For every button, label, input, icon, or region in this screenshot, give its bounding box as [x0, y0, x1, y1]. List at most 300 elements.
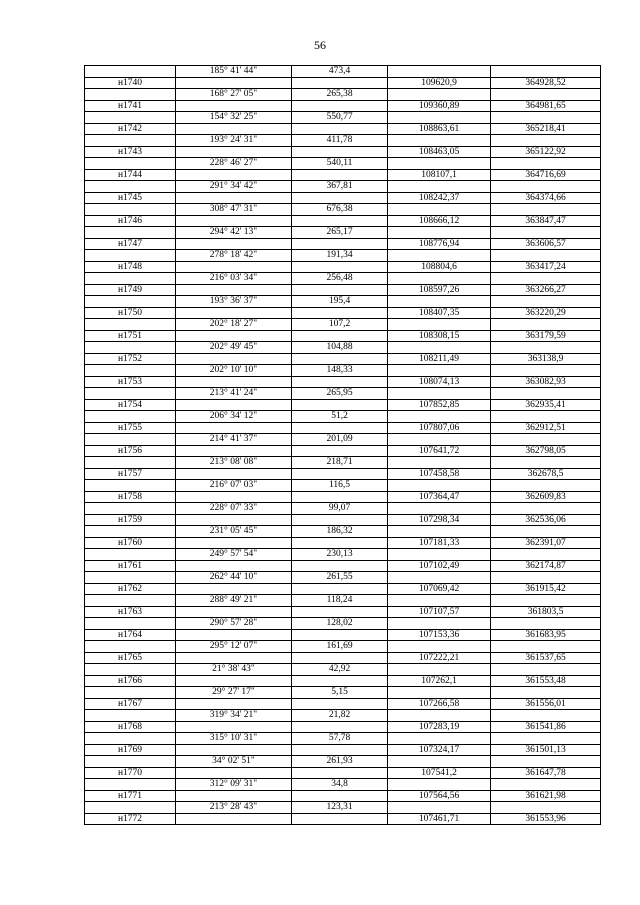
point-name-cell — [85, 687, 176, 699]
coordinates-table-body — [85, 66, 601, 825]
x-coordinate-cell — [388, 89, 491, 101]
direction-angle-cell — [176, 813, 292, 825]
table-row-point — [85, 376, 601, 388]
point-name-cell: н1757 — [85, 468, 176, 480]
y-coordinate-cell: 362536,06 — [491, 514, 601, 526]
x-coordinate-cell: 107283,19 — [388, 721, 491, 733]
table-row-segment — [85, 526, 601, 538]
distance-cell — [292, 491, 388, 503]
distance-cell — [292, 146, 388, 158]
y-coordinate-cell: 363082,93 — [491, 376, 601, 388]
direction-angle-cell — [176, 767, 292, 779]
x-coordinate-cell: 107262,1 — [388, 675, 491, 687]
y-coordinate-cell: 361915,42 — [491, 583, 601, 595]
x-coordinate-cell: 108407,35 — [388, 307, 491, 319]
distance-cell — [292, 307, 388, 319]
direction-angle-cell: 202° 10' 10" — [176, 365, 292, 377]
table-row-point — [85, 537, 601, 549]
x-coordinate-cell — [388, 434, 491, 446]
point-name-cell: н1771 — [85, 790, 176, 802]
y-coordinate-cell: 361553,48 — [491, 675, 601, 687]
direction-angle-cell — [176, 77, 292, 89]
table-row-segment — [85, 342, 601, 354]
direction-angle-cell — [176, 307, 292, 319]
distance-cell: 104,88 — [292, 342, 388, 354]
point-name-cell — [85, 480, 176, 492]
y-coordinate-cell: 361501,13 — [491, 744, 601, 756]
point-name-cell — [85, 618, 176, 630]
point-name-cell — [85, 756, 176, 768]
table-row-segment — [85, 733, 601, 745]
x-coordinate-cell: 108463,05 — [388, 146, 491, 158]
x-coordinate-cell: 109360,89 — [388, 100, 491, 112]
x-coordinate-cell — [388, 457, 491, 469]
x-coordinate-cell: 108776,94 — [388, 238, 491, 250]
direction-angle-cell — [176, 698, 292, 710]
point-name-cell: н1772 — [85, 813, 176, 825]
direction-angle-cell: 262° 44' 10" — [176, 572, 292, 584]
x-coordinate-cell: 107852,85 — [388, 399, 491, 411]
point-name-cell: н1755 — [85, 422, 176, 434]
point-name-cell — [85, 158, 176, 170]
y-coordinate-cell — [491, 342, 601, 354]
table-row-point — [85, 399, 601, 411]
distance-cell: 411,78 — [292, 135, 388, 147]
point-name-cell: н1750 — [85, 307, 176, 319]
y-coordinate-cell — [491, 549, 601, 561]
table-row-segment — [85, 388, 601, 400]
distance-cell — [292, 583, 388, 595]
x-coordinate-cell — [388, 296, 491, 308]
table-row-segment — [85, 273, 601, 285]
page-number: 56 — [314, 38, 326, 52]
table-row-segment — [85, 204, 601, 216]
point-name-cell — [85, 319, 176, 331]
table-row-segment — [85, 411, 601, 423]
y-coordinate-cell: 363179,59 — [491, 330, 601, 342]
point-name-cell: н1760 — [85, 537, 176, 549]
direction-angle-cell — [176, 169, 292, 181]
distance-cell — [292, 192, 388, 204]
direction-angle-cell — [176, 468, 292, 480]
point-name-cell — [85, 733, 176, 745]
point-name-cell: н1751 — [85, 330, 176, 342]
table-row-segment — [85, 89, 601, 101]
x-coordinate-cell: 108308,15 — [388, 330, 491, 342]
point-name-cell: н1758 — [85, 491, 176, 503]
y-coordinate-cell: 361803,5 — [491, 606, 601, 618]
distance-cell — [292, 629, 388, 641]
distance-cell — [292, 560, 388, 572]
table-row-point — [85, 606, 601, 618]
direction-angle-cell — [176, 399, 292, 411]
table-row-segment — [85, 687, 601, 699]
distance-cell — [292, 445, 388, 457]
y-coordinate-cell — [491, 802, 601, 814]
direction-angle-cell — [176, 146, 292, 158]
point-name-cell: н1752 — [85, 353, 176, 365]
direction-angle-cell: 228° 07' 33" — [176, 503, 292, 515]
y-coordinate-cell: 362798,05 — [491, 445, 601, 457]
y-coordinate-cell — [491, 411, 601, 423]
distance-cell — [292, 744, 388, 756]
x-coordinate-cell — [388, 549, 491, 561]
distance-cell — [292, 514, 388, 526]
point-name-cell — [85, 779, 176, 791]
y-coordinate-cell — [491, 250, 601, 262]
x-coordinate-cell — [388, 204, 491, 216]
table-row-segment — [85, 434, 601, 446]
x-coordinate-cell: 107181,33 — [388, 537, 491, 549]
table-row-point — [85, 721, 601, 733]
point-name-cell: н1770 — [85, 767, 176, 779]
direction-angle-cell — [176, 123, 292, 135]
x-coordinate-cell: 108863,61 — [388, 123, 491, 135]
y-coordinate-cell — [491, 296, 601, 308]
y-coordinate-cell: 362935,41 — [491, 399, 601, 411]
point-name-cell: н1743 — [85, 146, 176, 158]
distance-cell — [292, 652, 388, 664]
direction-angle-cell: 216° 07' 03" — [176, 480, 292, 492]
direction-angle-cell — [176, 790, 292, 802]
point-name-cell — [85, 204, 176, 216]
x-coordinate-cell — [388, 66, 491, 78]
y-coordinate-cell: 362678,5 — [491, 468, 601, 480]
point-name-cell: н1754 — [85, 399, 176, 411]
direction-angle-cell: 315° 10' 31" — [176, 733, 292, 745]
direction-angle-cell: 213° 41' 24" — [176, 388, 292, 400]
table-row-segment — [85, 664, 601, 676]
table-row-point — [85, 123, 601, 135]
distance-cell: 367,81 — [292, 181, 388, 193]
direction-angle-cell — [176, 192, 292, 204]
direction-angle-cell — [176, 629, 292, 641]
direction-angle-cell: 185° 41' 44" — [176, 66, 292, 78]
y-coordinate-cell — [491, 434, 601, 446]
y-coordinate-cell: 361537,65 — [491, 652, 601, 664]
table-row-point — [85, 445, 601, 457]
point-name-cell: н1764 — [85, 629, 176, 641]
point-name-cell: н1763 — [85, 606, 176, 618]
table-row-segment — [85, 112, 601, 124]
x-coordinate-cell — [388, 503, 491, 515]
table-row-segment — [85, 135, 601, 147]
x-coordinate-cell: 109620,9 — [388, 77, 491, 89]
x-coordinate-cell — [388, 158, 491, 170]
x-coordinate-cell — [388, 641, 491, 653]
point-name-cell — [85, 457, 176, 469]
y-coordinate-cell — [491, 641, 601, 653]
y-coordinate-cell: 363220,29 — [491, 307, 601, 319]
distance-cell — [292, 790, 388, 802]
direction-angle-cell — [176, 376, 292, 388]
direction-angle-cell — [176, 261, 292, 273]
direction-angle-cell: 213° 28' 43" — [176, 802, 292, 814]
distance-cell: 265,95 — [292, 388, 388, 400]
direction-angle-cell: 228° 46' 27" — [176, 158, 292, 170]
y-coordinate-cell — [491, 572, 601, 584]
table-row-point — [85, 100, 601, 112]
direction-angle-cell: 202° 18' 27" — [176, 319, 292, 331]
x-coordinate-cell: 108666,12 — [388, 215, 491, 227]
direction-angle-cell: 193° 24' 31" — [176, 135, 292, 147]
table-row-segment — [85, 618, 601, 630]
y-coordinate-cell — [491, 779, 601, 791]
y-coordinate-cell — [491, 618, 601, 630]
x-coordinate-cell — [388, 618, 491, 630]
direction-angle-cell: 312° 09' 31" — [176, 779, 292, 791]
distance-cell: 261,93 — [292, 756, 388, 768]
y-coordinate-cell — [491, 319, 601, 331]
table-row-segment — [85, 549, 601, 561]
x-coordinate-cell — [388, 710, 491, 722]
direction-angle-cell: 216° 03' 34" — [176, 273, 292, 285]
direction-angle-cell — [176, 445, 292, 457]
table-row-point — [85, 468, 601, 480]
table-row-segment — [85, 181, 601, 193]
point-name-cell — [85, 365, 176, 377]
y-coordinate-cell — [491, 756, 601, 768]
direction-angle-cell: 29° 27' 17" — [176, 687, 292, 699]
table-row-segment — [85, 779, 601, 791]
direction-angle-cell — [176, 721, 292, 733]
direction-angle-cell: 319° 34' 21" — [176, 710, 292, 722]
point-name-cell: н1740 — [85, 77, 176, 89]
distance-cell — [292, 422, 388, 434]
y-coordinate-cell: 364928,52 — [491, 77, 601, 89]
direction-angle-cell: 249° 57' 54" — [176, 549, 292, 561]
direction-angle-cell — [176, 514, 292, 526]
point-name-cell — [85, 503, 176, 515]
x-coordinate-cell — [388, 779, 491, 791]
distance-cell — [292, 238, 388, 250]
y-coordinate-cell: 362174,87 — [491, 560, 601, 572]
direction-angle-cell: 290° 57' 28" — [176, 618, 292, 630]
x-coordinate-cell — [388, 687, 491, 699]
point-name-cell — [85, 388, 176, 400]
point-name-cell: н1767 — [85, 698, 176, 710]
y-coordinate-cell — [491, 595, 601, 607]
point-name-cell — [85, 112, 176, 124]
distance-cell: 51,2 — [292, 411, 388, 423]
direction-angle-cell — [176, 744, 292, 756]
distance-cell: 21,82 — [292, 710, 388, 722]
table-row-point — [85, 307, 601, 319]
y-coordinate-cell: 361647,78 — [491, 767, 601, 779]
table-row-point — [85, 652, 601, 664]
y-coordinate-cell — [491, 480, 601, 492]
distance-cell — [292, 169, 388, 181]
distance-cell: 261,55 — [292, 572, 388, 584]
table-row-segment — [85, 250, 601, 262]
distance-cell — [292, 698, 388, 710]
table-row-point — [85, 675, 601, 687]
x-coordinate-cell: 107324,17 — [388, 744, 491, 756]
x-coordinate-cell — [388, 411, 491, 423]
x-coordinate-cell — [388, 181, 491, 193]
direction-angle-cell — [176, 100, 292, 112]
y-coordinate-cell — [491, 135, 601, 147]
direction-angle-cell: 278° 18' 42" — [176, 250, 292, 262]
distance-cell — [292, 77, 388, 89]
point-name-cell: н1741 — [85, 100, 176, 112]
table-row-point — [85, 215, 601, 227]
point-name-cell — [85, 411, 176, 423]
y-coordinate-cell: 361541,86 — [491, 721, 601, 733]
x-coordinate-cell — [388, 135, 491, 147]
distance-cell — [292, 468, 388, 480]
table-row-point — [85, 813, 601, 825]
table-row-segment — [85, 641, 601, 653]
distance-cell: 230,13 — [292, 549, 388, 561]
direction-angle-cell: 193° 36' 37" — [176, 296, 292, 308]
x-coordinate-cell: 107107,57 — [388, 606, 491, 618]
direction-angle-cell — [176, 675, 292, 687]
distance-cell — [292, 721, 388, 733]
table-row-point — [85, 744, 601, 756]
direction-angle-cell — [176, 537, 292, 549]
point-name-cell — [85, 181, 176, 193]
x-coordinate-cell: 107461,71 — [388, 813, 491, 825]
distance-cell: 540,11 — [292, 158, 388, 170]
point-name-cell: н1768 — [85, 721, 176, 733]
y-coordinate-cell: 362609,83 — [491, 491, 601, 503]
y-coordinate-cell — [491, 503, 601, 515]
point-name-cell: н1744 — [85, 169, 176, 181]
direction-angle-cell: 231° 05' 45" — [176, 526, 292, 538]
table-row-point — [85, 698, 601, 710]
y-coordinate-cell — [491, 227, 601, 239]
direction-angle-cell: 168° 27' 05" — [176, 89, 292, 101]
point-name-cell — [85, 89, 176, 101]
y-coordinate-cell: 363266,27 — [491, 284, 601, 296]
table-row-segment — [85, 296, 601, 308]
direction-angle-cell — [176, 353, 292, 365]
table-row-point — [85, 284, 601, 296]
distance-cell: 148,33 — [292, 365, 388, 377]
distance-cell: 99,07 — [292, 503, 388, 515]
y-coordinate-cell: 362912,51 — [491, 422, 601, 434]
direction-angle-cell: 202° 49' 45" — [176, 342, 292, 354]
x-coordinate-cell: 108804,6 — [388, 261, 491, 273]
y-coordinate-cell — [491, 710, 601, 722]
distance-cell — [292, 376, 388, 388]
direction-angle-cell — [176, 422, 292, 434]
direction-angle-cell: 214° 41' 37" — [176, 434, 292, 446]
direction-angle-cell — [176, 560, 292, 572]
table-row-point — [85, 330, 601, 342]
table-row-segment — [85, 503, 601, 515]
distance-cell: 107,2 — [292, 319, 388, 331]
direction-angle-cell: 288° 49' 21" — [176, 595, 292, 607]
table-row-point — [85, 491, 601, 503]
x-coordinate-cell: 107564,56 — [388, 790, 491, 802]
x-coordinate-cell — [388, 802, 491, 814]
x-coordinate-cell — [388, 227, 491, 239]
table-row-point — [85, 238, 601, 250]
point-name-cell — [85, 296, 176, 308]
distance-cell: 218,71 — [292, 457, 388, 469]
distance-cell — [292, 675, 388, 687]
distance-cell: 550,77 — [292, 112, 388, 124]
point-name-cell: н1749 — [85, 284, 176, 296]
distance-cell: 57,78 — [292, 733, 388, 745]
y-coordinate-cell: 363606,57 — [491, 238, 601, 250]
x-coordinate-cell: 107222,21 — [388, 652, 491, 664]
point-name-cell — [85, 135, 176, 147]
table-row-segment — [85, 158, 601, 170]
table-row-point — [85, 353, 601, 365]
x-coordinate-cell: 108107,1 — [388, 169, 491, 181]
point-name-cell: н1746 — [85, 215, 176, 227]
x-coordinate-cell — [388, 595, 491, 607]
point-name-cell — [85, 802, 176, 814]
table-row-segment — [85, 595, 601, 607]
x-coordinate-cell — [388, 664, 491, 676]
point-name-cell: н1762 — [85, 583, 176, 595]
direction-angle-cell: 308° 47' 31" — [176, 204, 292, 216]
distance-cell: 473,4 — [292, 66, 388, 78]
distance-cell — [292, 353, 388, 365]
distance-cell: 118,24 — [292, 595, 388, 607]
y-coordinate-cell: 364981,65 — [491, 100, 601, 112]
y-coordinate-cell: 362391,07 — [491, 537, 601, 549]
x-coordinate-cell: 107069,42 — [388, 583, 491, 595]
x-coordinate-cell: 107153,36 — [388, 629, 491, 641]
distance-cell — [292, 537, 388, 549]
y-coordinate-cell — [491, 204, 601, 216]
direction-angle-cell — [176, 215, 292, 227]
distance-cell — [292, 767, 388, 779]
x-coordinate-cell — [388, 388, 491, 400]
distance-cell — [292, 399, 388, 411]
x-coordinate-cell — [388, 112, 491, 124]
distance-cell: 265,17 — [292, 227, 388, 239]
table-row-point — [85, 629, 601, 641]
table-row-segment — [85, 802, 601, 814]
direction-angle-cell: 21° 38' 43" — [176, 664, 292, 676]
x-coordinate-cell: 108597,26 — [388, 284, 491, 296]
distance-cell: 34,8 — [292, 779, 388, 791]
point-name-cell: н1753 — [85, 376, 176, 388]
table-row-segment — [85, 572, 601, 584]
distance-cell: 191,34 — [292, 250, 388, 262]
table-row-point — [85, 261, 601, 273]
point-name-cell — [85, 664, 176, 676]
y-coordinate-cell — [491, 112, 601, 124]
distance-cell — [292, 100, 388, 112]
point-name-cell: н1745 — [85, 192, 176, 204]
y-coordinate-cell — [491, 388, 601, 400]
x-coordinate-cell — [388, 365, 491, 377]
table-row-point — [85, 790, 601, 802]
distance-cell — [292, 330, 388, 342]
y-coordinate-cell: 365218,41 — [491, 123, 601, 135]
point-name-cell — [85, 66, 176, 78]
x-coordinate-cell — [388, 480, 491, 492]
point-name-cell: н1742 — [85, 123, 176, 135]
x-coordinate-cell — [388, 342, 491, 354]
y-coordinate-cell — [491, 158, 601, 170]
point-name-cell — [85, 595, 176, 607]
y-coordinate-cell — [491, 66, 601, 78]
table-row-segment — [85, 756, 601, 768]
y-coordinate-cell: 361553,96 — [491, 813, 601, 825]
x-coordinate-cell: 107364,47 — [388, 491, 491, 503]
table-row-point — [85, 560, 601, 572]
x-coordinate-cell — [388, 319, 491, 331]
direction-angle-cell: 213° 08' 08" — [176, 457, 292, 469]
